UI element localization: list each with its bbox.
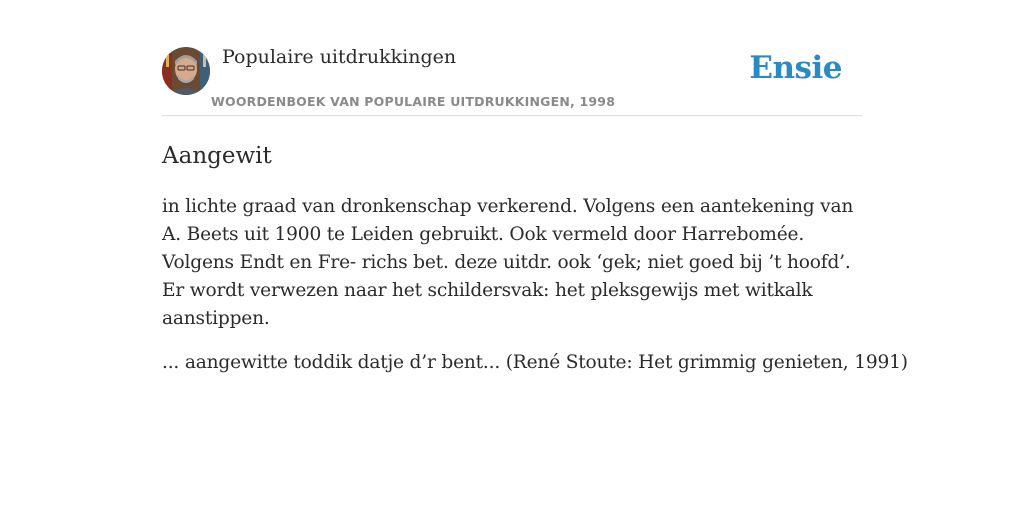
- source-header: [162, 44, 862, 116]
- entry-title: Aangewit: [162, 143, 272, 169]
- entry-definition: in lichte graad van dronkenschap verkerend. Volgens een aantekening van A. Beets uit 1900 te Leiden gebruikt. Ook vermeld door Harrebomée. Volgens Endt en Fre- richs bet. deze uitdr. ook ‘gek; niet goed bij ’t hoofd’. Er wordt verwezen naar het schildersvak: het pleksgewijs met witkalk aanstippen.: [162, 196, 854, 329]
- source-title[interactable]: Populaire uitdrukkingen: [222, 46, 457, 68]
- ensie-logo[interactable]: Ensie: [749, 50, 842, 86]
- source-subtitle: WOORDENBOEK VAN POPULAIRE UITDRUKKINGEN, 1998: [211, 94, 616, 109]
- entry-quote: ... aangewitte toddik datje d’r bent... (René Stoute: Het grimmig genieten, 1991): [162, 352, 908, 373]
- author-avatar[interactable]: [162, 47, 210, 95]
- entry-page: [162, 44, 908, 377]
- author-photo-icon: [162, 47, 210, 95]
